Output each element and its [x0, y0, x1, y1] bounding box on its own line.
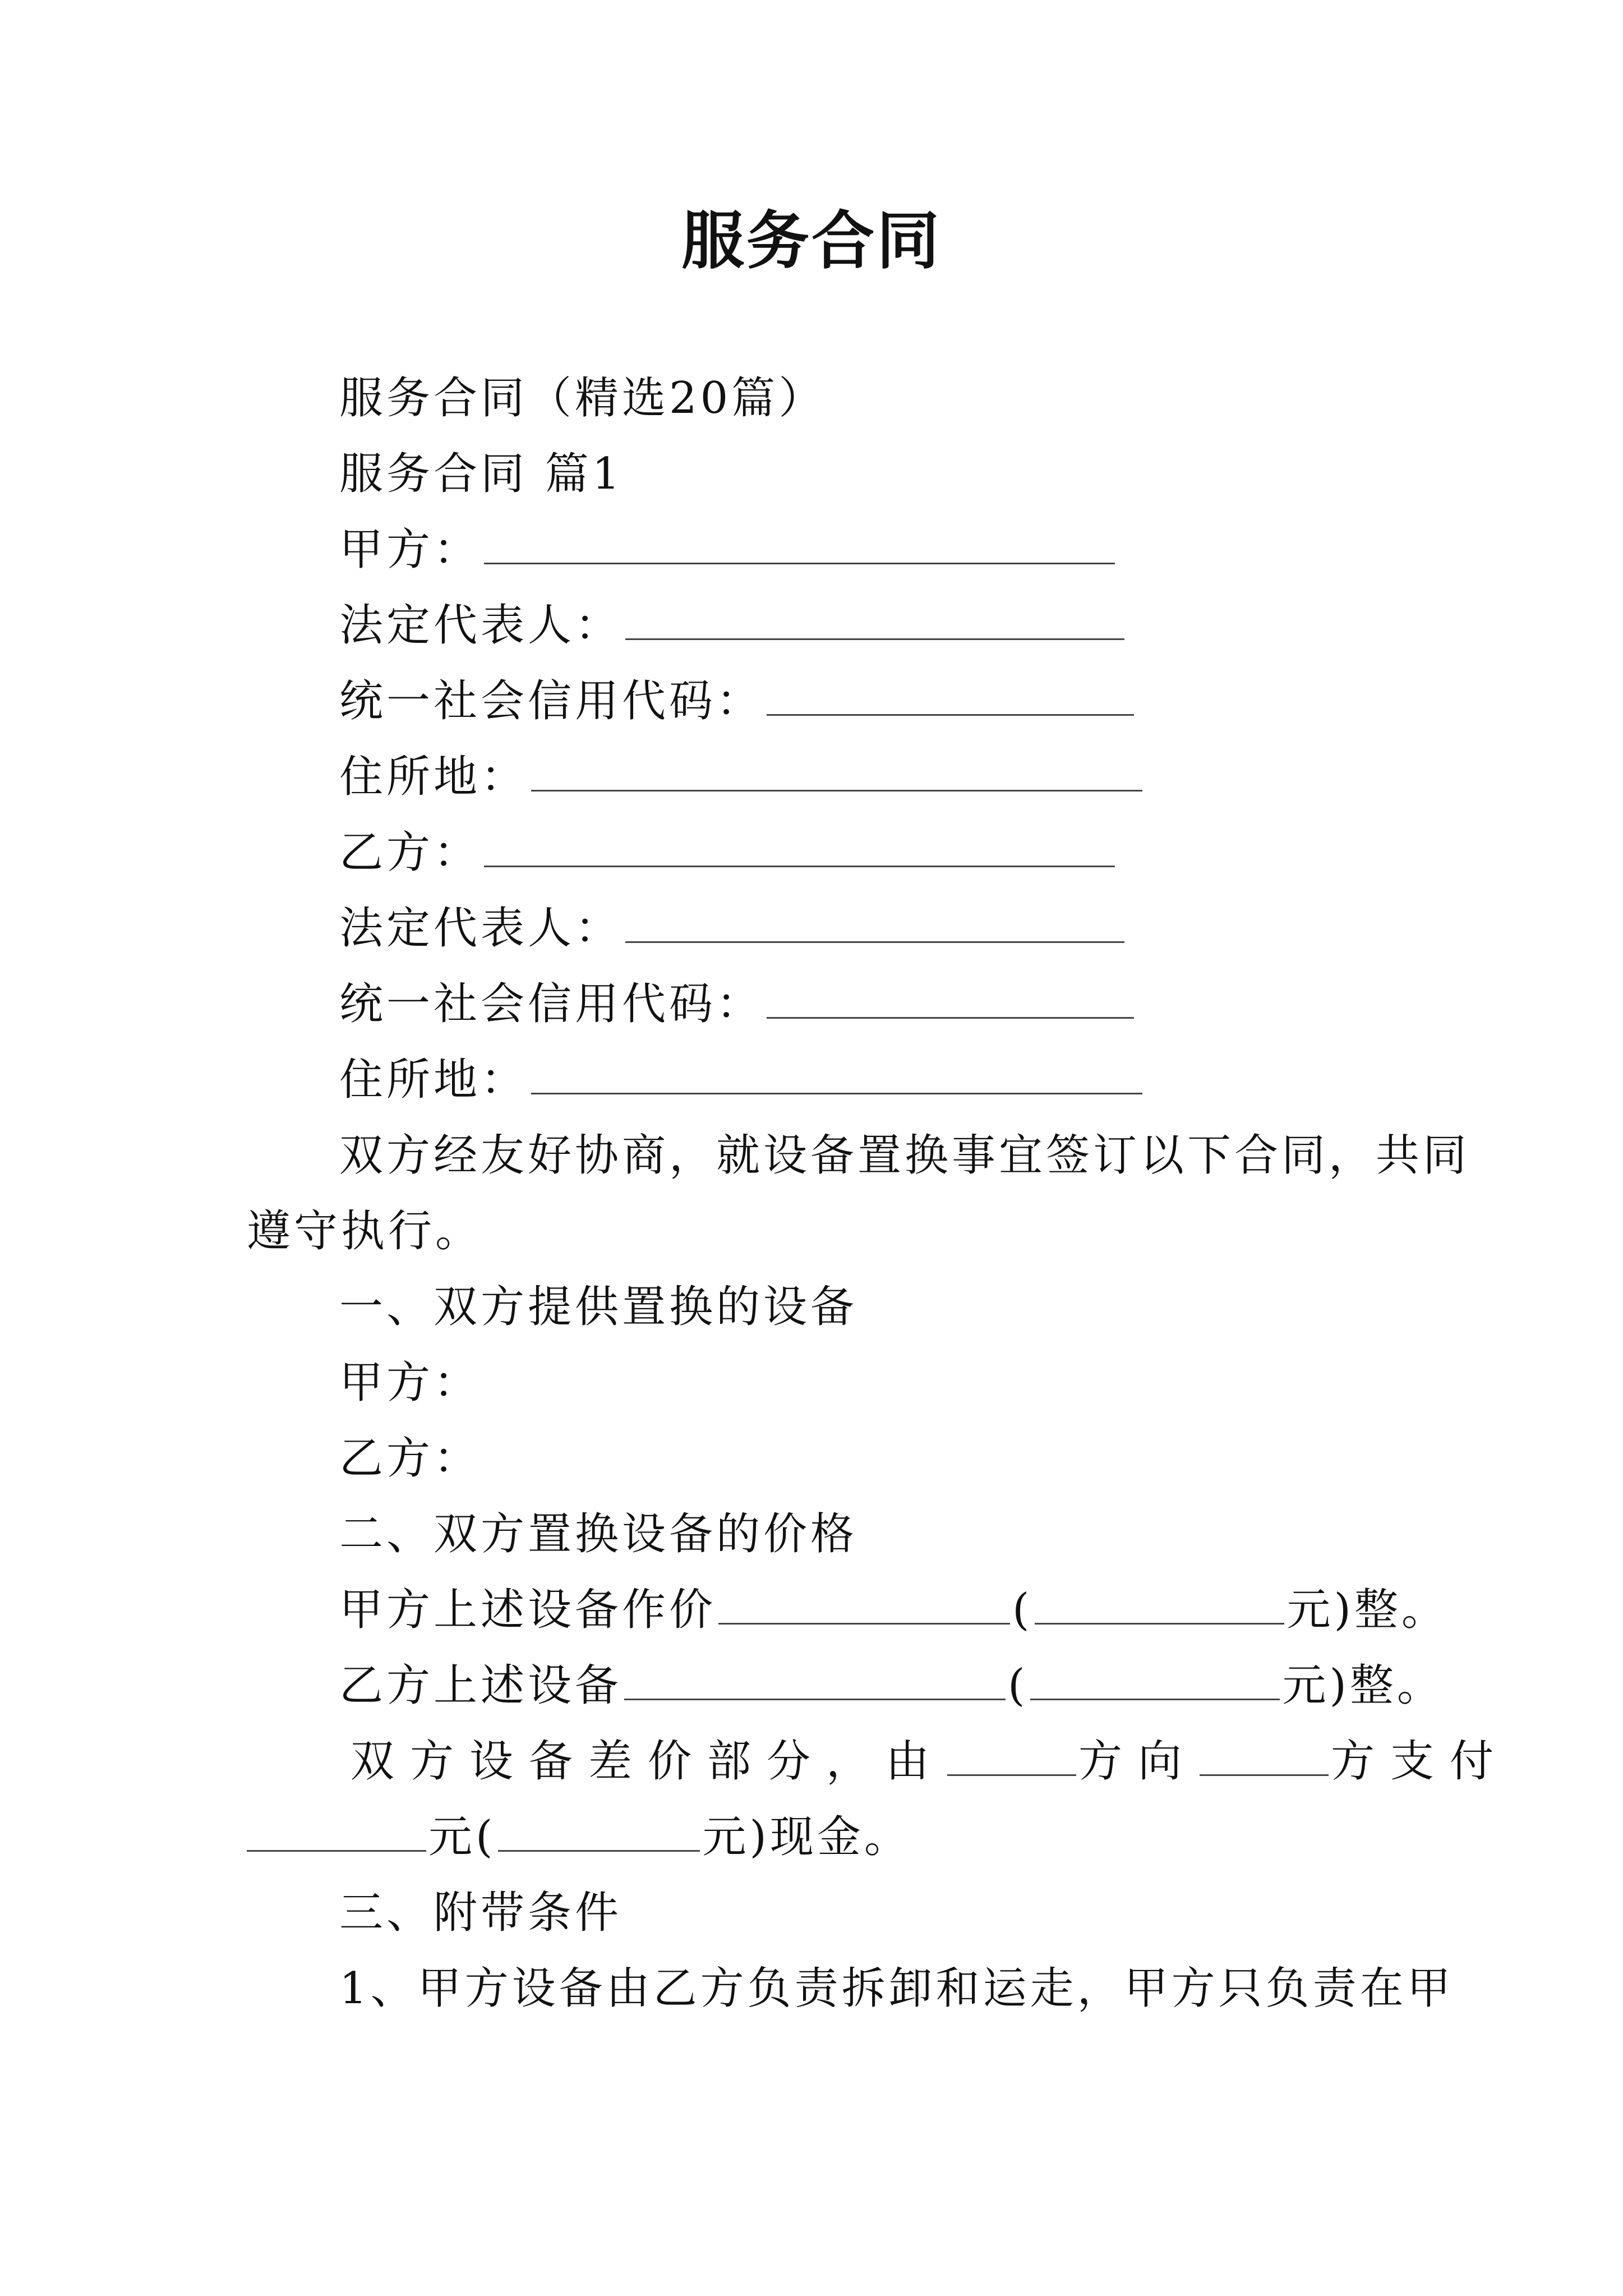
clause-1: 1、甲方设备由乙方负责拆卸和运走，甲方只负责在甲 [339, 1963, 1454, 2014]
difference-text-3: 方支付 [1331, 1736, 1510, 1787]
party-b-credit-code-label: 统一社会信用代码： [339, 979, 764, 1029]
price-b-blank[interactable] [624, 1659, 1006, 1700]
price-b-row [339, 1655, 1444, 1717]
document-title: 服务合同 [681, 204, 942, 278]
party-b-legal-rep-label: 法定代表人： [339, 903, 623, 954]
difference-row-1 [351, 1731, 1509, 1792]
party-a-legal-rep-blank[interactable] [625, 599, 1124, 640]
section-1-heading: 一、双方提供置换的设备 [339, 1282, 858, 1332]
section-1-party-b: 乙方： [339, 1433, 481, 1484]
party-a-row [339, 519, 1115, 581]
party-a-address-label: 住所地： [339, 752, 528, 802]
party-b-row [339, 822, 1115, 884]
party-b-address-row [339, 1049, 1142, 1111]
party-b-address-label: 住所地： [339, 1055, 528, 1105]
party-b-label: 乙方： [339, 827, 481, 878]
party-a-blank[interactable] [484, 523, 1115, 564]
difference-end: 元)现金。 [702, 1812, 911, 1862]
party-a-legal-rep-row [339, 595, 1124, 656]
price-a-amount-blank[interactable] [1035, 1584, 1284, 1625]
difference-amount-blank[interactable] [247, 1811, 426, 1852]
party-a-address-row [339, 746, 1142, 808]
price-b-amount-blank[interactable] [1030, 1659, 1280, 1700]
price-b-label: 乙方上述设备 [339, 1660, 623, 1711]
party-b-credit-code-blank[interactable] [767, 978, 1134, 1019]
price-a-blank[interactable] [718, 1584, 1010, 1625]
party-a-credit-code-row [339, 670, 1134, 732]
price-a-label: 甲方上述设备作价 [339, 1585, 717, 1635]
section-2-heading: 二、双方置换设备的价格 [339, 1509, 858, 1559]
party-a-address-blank[interactable] [531, 751, 1142, 792]
difference-text-2: 方向 [1078, 1736, 1198, 1787]
party-b-credit-code-row [339, 973, 1134, 1035]
party-a-credit-code-blank[interactable] [767, 675, 1134, 716]
price-a-paren: ( [1012, 1585, 1033, 1635]
difference-payer-blank[interactable] [947, 1735, 1076, 1776]
price-a-suffix: 元)整。 [1287, 1585, 1449, 1635]
party-b-legal-rep-blank[interactable] [625, 902, 1124, 943]
party-a-legal-rep-label: 法定代表人： [339, 600, 623, 651]
price-a-row [339, 1579, 1449, 1641]
difference-payee-blank[interactable] [1200, 1735, 1329, 1776]
party-b-address-blank[interactable] [531, 1053, 1142, 1094]
section-1-party-a: 甲方： [339, 1358, 481, 1408]
section-heading: 服务合同 篇1 [339, 449, 624, 499]
party-a-credit-code-label: 统一社会信用代码： [339, 676, 764, 726]
difference-yuan: 元( [428, 1812, 496, 1862]
difference-text-1: 双方设备差价部分，由 [351, 1736, 946, 1787]
party-b-blank[interactable] [484, 826, 1115, 867]
party-b-legal-rep-row [339, 898, 1124, 959]
difference-amount-words-blank[interactable] [498, 1811, 700, 1852]
intro-line-1: 双方经友好协商，就设备置换事宜签订以下合同，共同 [339, 1130, 1470, 1181]
difference-row-2 [247, 1806, 911, 1868]
price-b-paren: ( [1008, 1660, 1029, 1711]
section-3-heading: 三、附带条件 [339, 1888, 623, 1938]
price-b-suffix: 元)整。 [1282, 1660, 1444, 1711]
intro-line-2: 遵守执行。 [247, 1206, 483, 1257]
party-a-label: 甲方： [339, 524, 481, 575]
subtitle: 服务合同（精选20篇） [339, 373, 826, 424]
